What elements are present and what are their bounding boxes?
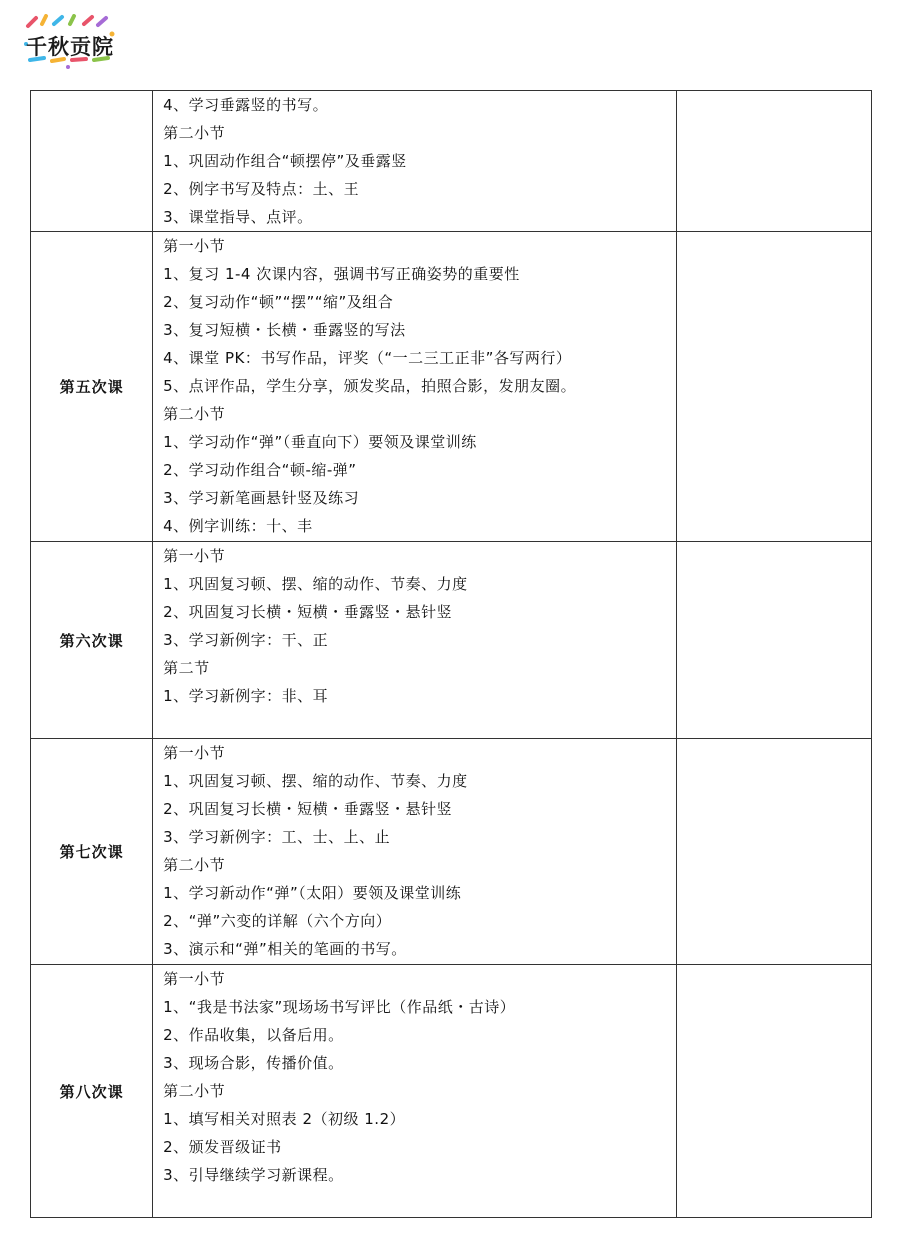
content-line: 1、巩固复习顿、摆、缩的动作、节奏、力度: [163, 575, 468, 593]
content-line: 2、巩固复习长横・短横・垂露竖・悬针竖: [163, 800, 453, 818]
content-line: 3、演示和“弹”相关的笔画的书写。: [163, 940, 407, 958]
lesson-title: 第六次课: [59, 631, 124, 650]
content-line: 2、学习动作组合“顿-缩-弹”: [163, 461, 357, 479]
content-line: 3、现场合影，传播价值。: [163, 1054, 344, 1072]
content-line: 第一小节: [163, 970, 226, 988]
content-line: 2、作品收集，以备后用。: [163, 1026, 344, 1044]
lesson-title: 第八次课: [59, 1082, 124, 1101]
curriculum-table: [30, 90, 872, 1218]
table-row: [31, 232, 872, 542]
lesson-title: 第七次课: [59, 843, 124, 861]
lesson-content-cell: [153, 232, 677, 542]
lesson-content-cell: [153, 542, 677, 739]
content-line: 1、“我是书法家”现场场书写评比（作品纸・古诗）: [163, 998, 516, 1016]
content-line: 1、巩固动作组合“顿摆停”及垂露竖: [163, 152, 407, 170]
lesson-title: 第五次课: [59, 378, 124, 396]
content-line: 第二小节: [163, 1082, 226, 1100]
lesson-title-cell: [31, 542, 153, 739]
table-row: [31, 91, 872, 232]
lesson-title-cell: [31, 232, 153, 542]
content-line: 第二小节: [163, 405, 226, 423]
content-line: 4、学习垂露竖的书写。: [163, 96, 329, 114]
notes-cell: [676, 542, 871, 739]
lesson-content-cell: [153, 91, 677, 232]
lesson-content-cell: [153, 739, 677, 965]
lesson-content-cell: [153, 965, 677, 1218]
logo-text: 千秋贡院: [26, 35, 114, 59]
content-line: 4、课堂 PK：书写作品，评奖（“一二三工正非”各写两行）: [163, 349, 572, 367]
logo: [22, 14, 118, 72]
content-line: 3、学习新笔画悬针竖及练习: [163, 489, 360, 507]
content-line: 2、“弹”六变的详解（六个方向）: [163, 912, 392, 930]
content-line: 1、学习新动作“弹”（太阳）要领及课堂训练: [163, 884, 462, 902]
content-line: 第二小节: [163, 856, 226, 874]
content-line: 3、学习新例字：干、正: [163, 631, 329, 649]
content-line: 第一小节: [163, 744, 226, 762]
content-line: 1、巩固复习顿、摆、缩的动作、节奏、力度: [163, 772, 468, 790]
content-line: 1、复习 1-4 次课内容，强调书写正确姿势的重要性: [163, 265, 520, 283]
content-line: 3、复习短横・长横・垂露竖的写法: [163, 321, 406, 339]
content-line: 2、复习动作“顿”“摆”“缩”及组合: [163, 293, 394, 311]
content-line: 第二节: [163, 659, 210, 677]
notes-cell: [676, 739, 871, 965]
table-row: [31, 965, 872, 1218]
content-line: 2、巩固复习长横・短横・垂露竖・悬针竖: [163, 603, 453, 621]
content-line: 3、引导继续学习新课程。: [163, 1166, 344, 1184]
content-line: 1、填写相关对照表 2（初级 1.2）: [163, 1110, 406, 1128]
content-line: 3、课堂指导、点评。: [163, 208, 313, 226]
content-line: 1、学习新例字：非、耳: [163, 687, 329, 705]
lesson-title-cell: [31, 91, 153, 232]
content-line: 第二小节: [163, 124, 226, 142]
lesson-title-cell: [31, 739, 153, 965]
content-line: 2、颁发晋级证书: [163, 1138, 282, 1156]
notes-cell: [676, 91, 871, 232]
notes-cell: [676, 965, 871, 1218]
content-line: 4、例字训练：十、丰: [163, 517, 313, 535]
lesson-title-cell: [31, 965, 153, 1218]
table-row: [31, 542, 872, 739]
content-line: 5、点评作品，学生分享，颁发奖品，拍照合影，发朋友圈。: [163, 377, 577, 395]
content-line: 2、例字书写及特点：土、王: [163, 180, 360, 198]
content-line: 3、学习新例字：工、士、上、止: [163, 828, 391, 846]
content-line: 第一小节: [163, 237, 226, 255]
content-line: 1、学习动作“弹”（垂直向下）要领及课堂训练: [163, 433, 477, 451]
table-row: [31, 739, 872, 965]
content-line: 第一小节: [163, 547, 226, 565]
notes-cell: [676, 232, 871, 542]
